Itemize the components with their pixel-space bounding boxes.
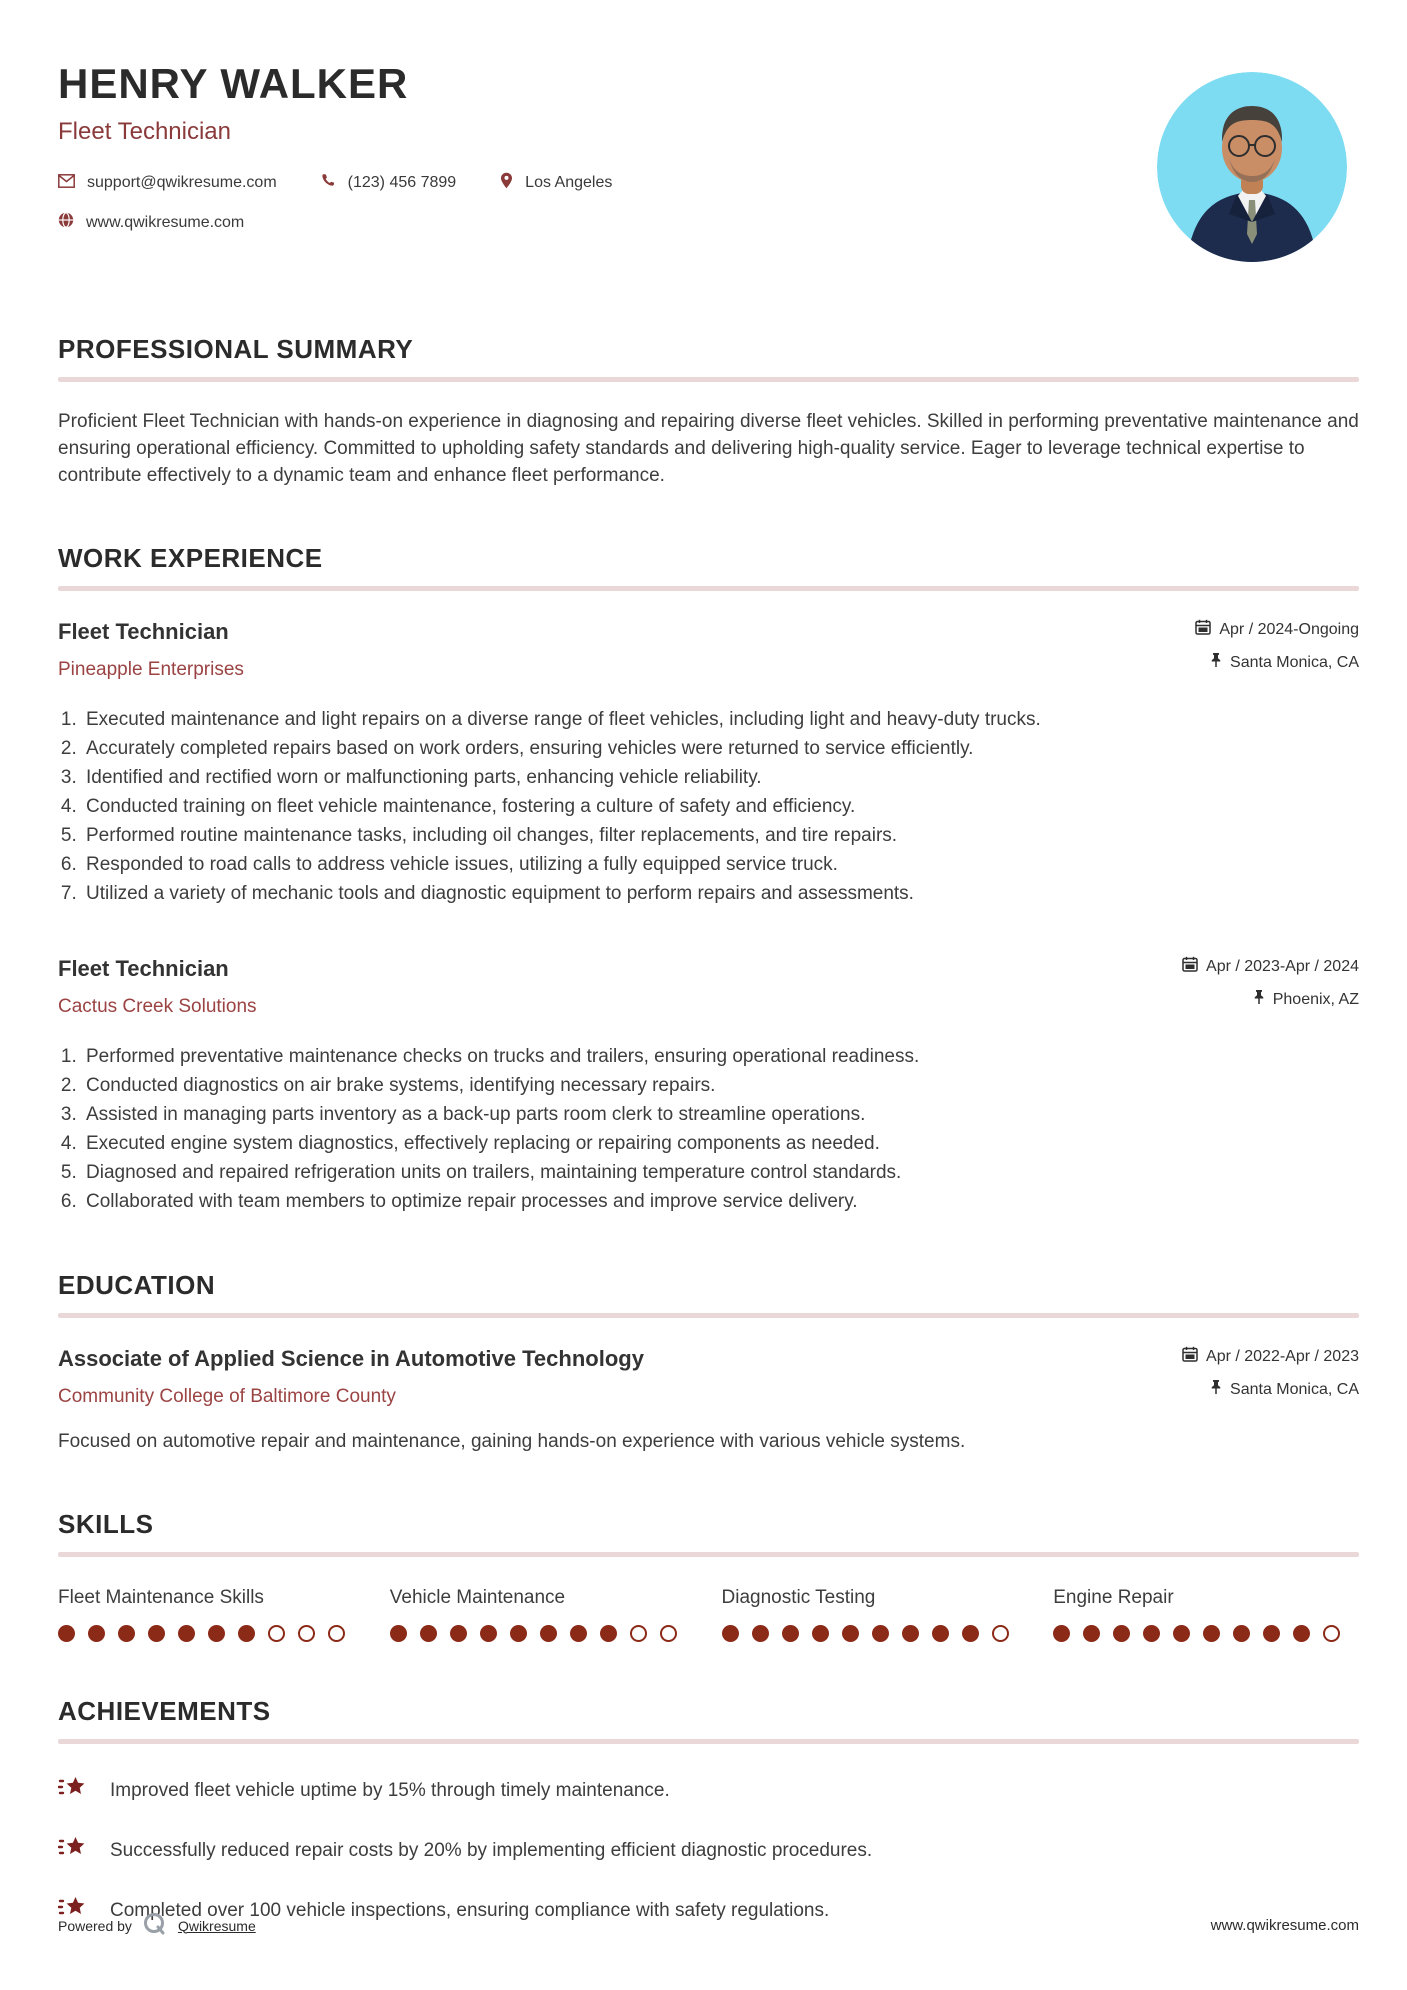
skill-name: Vehicle Maintenance (389, 1587, 566, 1608)
rating-dot-filled (420, 1625, 437, 1642)
skill-item (58, 1587, 364, 1642)
person-job-title: Fleet Technician (58, 118, 231, 145)
pushpin-icon (1210, 1379, 1222, 1400)
rating-dot-filled (722, 1625, 739, 1642)
location-text: Los Angeles (525, 174, 613, 191)
rating-dot-empty (268, 1625, 285, 1642)
achievement-text: Improved fleet vehicle uptime by 15% through timely maintenance. (110, 1780, 670, 1801)
rating-dot-filled (1113, 1625, 1130, 1642)
rating-dot-filled (88, 1625, 105, 1642)
rating-dot-filled (148, 1625, 165, 1642)
skill-item (1053, 1587, 1359, 1642)
job-bullet: 6. Responded to road calls to address vehicle issues, utilizing a fully equipped service truck. (82, 850, 1359, 879)
job-bullet: 2. Conducted diagnostics on air brake systems, identifying necessary repairs. (82, 1071, 1359, 1100)
divider (58, 1552, 1359, 1557)
skill-name: Diagnostic Testing (721, 1587, 876, 1608)
pushpin-icon (1253, 989, 1265, 1010)
pushpin-icon (1210, 652, 1222, 673)
phone-item (321, 173, 457, 193)
rating-dot-filled (782, 1625, 799, 1642)
rating-dot-filled (962, 1625, 979, 1642)
job-bullet: 3. Assisted in managing parts inventory as a back-up parts room clerk to streamline operations. (82, 1100, 1359, 1129)
rating-dot-filled (1263, 1625, 1280, 1642)
job-bullet: 4. Executed engine system diagnostics, effectively replacing or repairing components as needed. (82, 1129, 1359, 1158)
rating-dot-filled (812, 1625, 829, 1642)
divider (58, 1313, 1359, 1318)
job-bullets (58, 1042, 1359, 1216)
experience-entry (58, 619, 1359, 908)
job-location: Phoenix, AZ (1272, 990, 1359, 1008)
footer (58, 1911, 1359, 1940)
job-bullet: 1. Performed preventative maintenance checks on trucks and trailers, ensuring operational readiness. (82, 1042, 1359, 1071)
envelope-icon (58, 174, 75, 193)
skill-item (722, 1587, 1028, 1642)
section-summary (58, 334, 1359, 489)
rating-dot-filled (902, 1625, 919, 1642)
rating-dot-filled (1083, 1625, 1100, 1642)
experience-entries (58, 619, 1359, 1216)
job-location: Santa Monica, CA (1230, 653, 1359, 671)
rating-dot-filled (570, 1625, 587, 1642)
job-company: Pineapple Enterprises (58, 659, 244, 680)
job-bullet: 2. Accurately completed repairs based on work orders, ensuring vehicles were returned to service efficiently. (82, 734, 1359, 763)
rating-dot-filled (118, 1625, 135, 1642)
calendar-icon (1195, 619, 1211, 640)
email-link[interactable] (58, 174, 277, 193)
globe-icon (58, 212, 74, 233)
rating-dot-empty (328, 1625, 345, 1642)
summary-text: Proficient Fleet Technician with hands-on experience in diagnosing and repairing diverse fleet vehicles. Skilled in performing preventative maintenance and ensuring operational efficiency. Committed to upholding safety standards and delivering high-quality service. Eager to leverage technical expertise to contribute effectively to a dynamic team and enhance fleet performance. (58, 411, 1359, 486)
skill-item (390, 1587, 696, 1642)
skills-grid (58, 1587, 1359, 1642)
rating-dot-filled (480, 1625, 497, 1642)
rating-dot-filled (872, 1625, 889, 1642)
rating-dot-empty (630, 1625, 647, 1642)
rating-dot-filled (58, 1625, 75, 1642)
skill-rating-dots (390, 1625, 696, 1642)
footer-website: www.qwikresume.com (1210, 1917, 1359, 1934)
rating-dot-filled (510, 1625, 527, 1642)
job-bullet: 1. Executed maintenance and light repairs on a diverse range of fleet vehicles, including light and heavy-duty trucks. (82, 705, 1359, 734)
education-heading: EDUCATION (58, 1270, 216, 1300)
achievement-star-icon (58, 1774, 88, 1808)
job-bullet: 6. Collaborated with team members to optimize repair processes and improve service delivery. (82, 1187, 1359, 1216)
section-experience (58, 543, 1359, 1216)
map-pin-icon (500, 172, 513, 194)
calendar-icon (1182, 1346, 1198, 1367)
job-bullets (58, 705, 1359, 908)
rating-dot-empty (298, 1625, 315, 1642)
qwikresume-logo-icon (142, 1911, 168, 1940)
calendar-icon (1182, 956, 1198, 977)
degree-title: Associate of Applied Science in Automotive Technology (58, 1346, 644, 1371)
achievement-item (58, 1834, 1359, 1868)
rating-dot-filled (238, 1625, 255, 1642)
footer-branding (58, 1911, 256, 1940)
job-title: Fleet Technician (58, 619, 229, 644)
rating-dot-empty (1323, 1625, 1340, 1642)
education-location: Santa Monica, CA (1230, 1380, 1359, 1398)
divider (58, 1739, 1359, 1744)
rating-dot-empty (660, 1625, 677, 1642)
job-bullet: 4. Conducted training on fleet vehicle maintenance, fostering a culture of safety and efficiency. (82, 792, 1359, 821)
job-company: Cactus Creek Solutions (58, 996, 257, 1017)
job-bullet: 7. Utilized a variety of mechanic tools and diagnostic equipment to perform repairs and assessments. (82, 879, 1359, 908)
rating-dot-filled (1233, 1625, 1250, 1642)
achievement-text: Successfully reduced repair costs by 20% by implementing efficient diagnostic procedures. (110, 1840, 873, 1861)
job-dates: Apr / 2024-Ongoing (1219, 620, 1359, 638)
section-achievements (58, 1696, 1359, 1928)
header (58, 60, 1359, 280)
skill-rating-dots (1053, 1625, 1359, 1642)
rating-dot-filled (1053, 1625, 1070, 1642)
rating-dot-filled (1293, 1625, 1310, 1642)
education-dates: Apr / 2022-Apr / 2023 (1206, 1347, 1359, 1365)
avatar (1157, 72, 1347, 262)
divider (58, 586, 1359, 591)
rating-dot-filled (600, 1625, 617, 1642)
skill-name: Fleet Maintenance Skills (58, 1587, 264, 1608)
education-entry (58, 1346, 1359, 1455)
experience-heading: WORK EXPERIENCE (58, 543, 323, 573)
summary-heading: PROFESSIONAL SUMMARY (58, 334, 414, 364)
job-bullet: 5. Diagnosed and repaired refrigeration units on trailers, maintaining temperature control standards. (82, 1158, 1359, 1187)
rating-dot-filled (208, 1625, 225, 1642)
achievements-heading: ACHIEVEMENTS (58, 1696, 271, 1726)
powered-by-text: Powered by (58, 1917, 132, 1934)
job-dates: Apr / 2023-Apr / 2024 (1206, 957, 1359, 975)
education-description: Focused on automotive repair and maintenance, gaining hands-on experience with various vehicle systems. (58, 1431, 966, 1452)
section-skills (58, 1509, 1359, 1642)
rating-dot-filled (540, 1625, 557, 1642)
qwikresume-link[interactable]: Qwikresume (177, 1917, 256, 1934)
rating-dot-empty (992, 1625, 1009, 1642)
achievement-star-icon (58, 1834, 88, 1868)
rating-dot-filled (450, 1625, 467, 1642)
rating-dot-filled (1203, 1625, 1220, 1642)
rating-dot-filled (178, 1625, 195, 1642)
achievement-item (58, 1774, 1359, 1808)
email-text: support@qwikresume.com (87, 174, 277, 191)
rating-dot-filled (390, 1625, 407, 1642)
school-name: Community College of Baltimore County (58, 1386, 396, 1407)
rating-dot-filled (1143, 1625, 1160, 1642)
skills-heading: SKILLS (58, 1509, 154, 1539)
skill-rating-dots (58, 1625, 364, 1642)
skill-rating-dots (722, 1625, 1028, 1642)
phone-icon (321, 173, 336, 193)
achievements-list (58, 1774, 1359, 1928)
rating-dot-filled (1173, 1625, 1190, 1642)
location-item (500, 172, 612, 194)
website-text: www.qwikresume.com (86, 213, 245, 231)
rating-dot-filled (752, 1625, 769, 1642)
job-bullet: 5. Performed routine maintenance tasks, including oil changes, filter replacements, and tire repairs. (82, 821, 1359, 850)
section-education (58, 1270, 1359, 1455)
experience-entry (58, 956, 1359, 1216)
phone-text: (123) 456 7899 (347, 174, 457, 191)
job-bullet: 3. Identified and rectified worn or malfunctioning parts, enhancing vehicle reliability. (82, 763, 1359, 792)
rating-dot-filled (932, 1625, 949, 1642)
skill-name: Engine Repair (1053, 1587, 1174, 1608)
website-link[interactable] (58, 212, 244, 233)
divider (58, 377, 1359, 382)
rating-dot-filled (842, 1625, 859, 1642)
job-title: Fleet Technician (58, 956, 229, 981)
person-name: HENRY WALKER (58, 60, 409, 107)
achievement-text: Completed over 100 vehicle inspections, ensuring compliance with safety regulations. (110, 1900, 830, 1921)
